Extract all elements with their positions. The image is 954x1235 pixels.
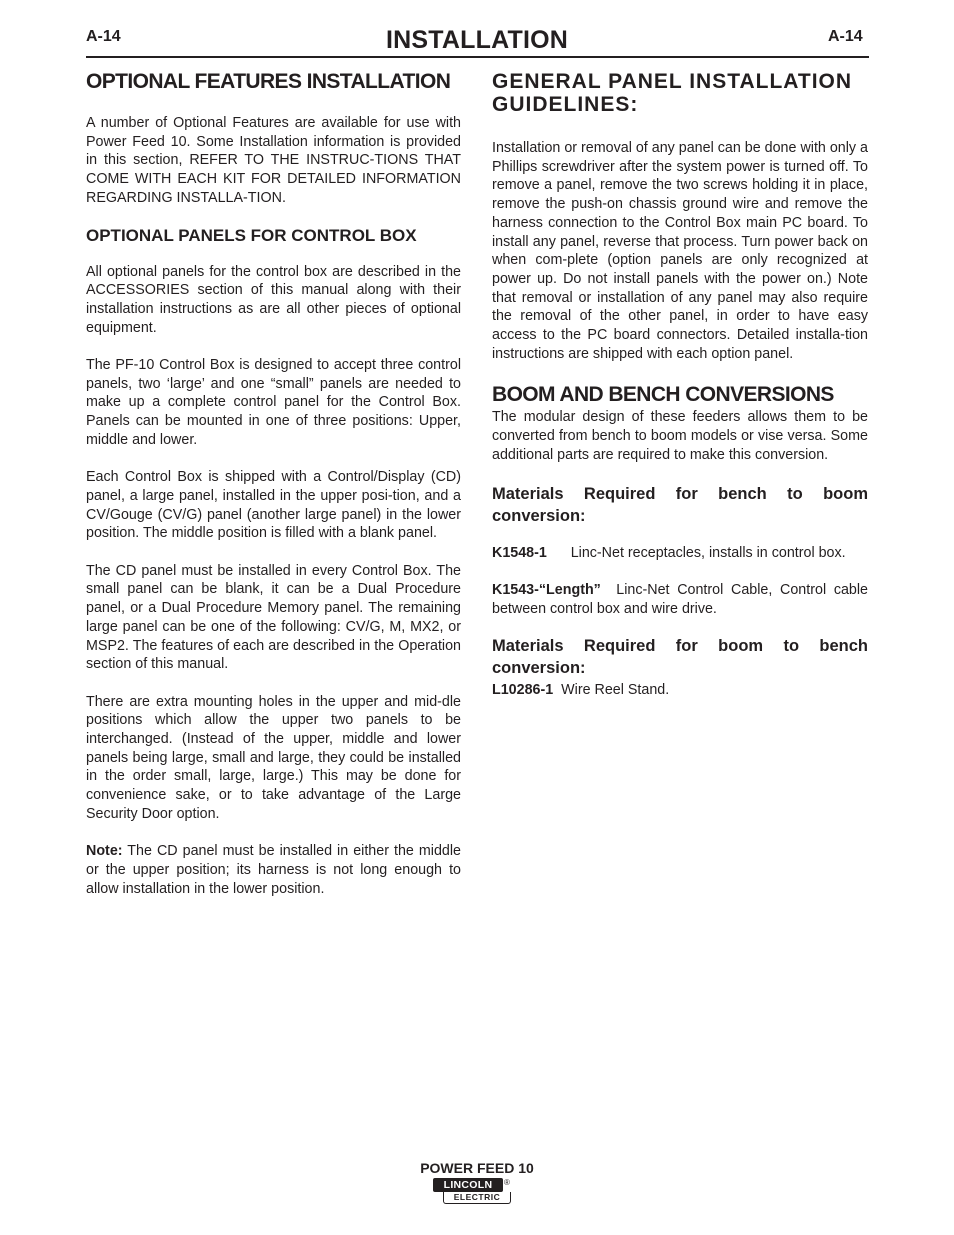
right-column [492,66,868,700]
optional-features-heading: OPTIONAL FEATURES INSTALLATION [86,70,451,93]
material-description: Wire Reel Stand. [561,682,670,699]
material-code: K1543-“Length” [492,581,601,598]
optional-panels-p2: The PF-10 Control Box is designed to accept three control panels, two ‘large’ and one “small” panels are needed to make up a complete control panel for the Control Box. Panels can be mounted in one of three positions: Upper, middle and lower. [86,357,461,448]
material-separator [601,582,616,598]
material-description: Linc-Net receptacles, installs in control box. [570,544,846,561]
material-item [492,581,868,618]
bench-to-boom-heading: Materials Required for bench to boom conversion: [492,484,868,525]
general-guidelines-heading: GENERAL PANEL INSTALLATION GUIDELINES: [492,70,853,116]
page-title: INSTALLATION [385,26,568,54]
optional-panels-p4: The CD panel must be installed in every Control Box. The small panel can be blank, it can be a Dual Procedure panel, or a Dual Procedure Memory panel. The remaining large panel can be one of the following: CV/G, M, MX2, or MSP2. The features of each are described in the Operation section of this manual. [86,562,461,673]
boom-bench-body: The modular design of these feeders allows them to be converted from bench to boom models or vise versa. Some additional parts are required to make this conversion. [492,409,868,463]
footer-product-name: POWER FEED 10 [420,1160,534,1176]
registered-mark: ® [504,1178,510,1187]
lincoln-electric-logo [433,1178,513,1206]
material-separator [547,545,571,561]
left-column [86,66,461,898]
optional-panels-p1: All optional panels for the control box are described in the ACCESSORIES section of this manual along with their installation instructions as are all other pieces of optional equipment. [86,263,461,336]
page-number-right: A-14 [828,28,863,45]
page-number-left: A-14 [86,28,121,45]
material-code: L10286-1 [492,682,554,699]
note-label: Note: [86,843,123,860]
material-description: Linc-Net Control Cable, Control cable between control box and wire drive. [492,581,868,617]
boom-bench-heading: BOOM AND BENCH CONVERSIONS [492,383,834,407]
optional-panels-p5: There are extra mounting holes in the upper and mid-dle positions which allow the upper two panels to be interchanged. (Instead of the upper, middle and lower panels being large, small and large, they could be installed in the order small, large, large.) This may be done for convenience sake, or to take advantage of the Large Security Door option. [86,693,461,822]
note-paragraph [86,842,461,898]
optional-features-body: A number of Optional Features are available for use with Power Feed 10. Some Installation information is provided in this section, REFER TO THE INSTRUC-TIONS THAT COME WITH EACH KIT FOR DETAILED INFORMATION REGARDING INSTALLA-TION. [86,115,461,206]
note-text: The CD panel must be installed in either the middle or the upper position; its harness is not long enough to allow installation in the lower position. [86,843,461,897]
material-item [492,681,868,700]
material-item [492,544,868,563]
general-guidelines-body: Installation or removal of any panel can be done with only a Phillips screwdriver after the system power is turned off. To remove a panel, remove the two screws holding it in place, remove the push-on chassis ground wire and remove the harness connection to the Control Box main PC board. To install any panel, reverse that process. Turn power back on when com-plete (option panels are only recognized at power up. Do not install panels with the power on.) Note that removal or installation of any panel may also require the removal of the other panel, in order to have easy access to the PC board connectors. Detailed installa-tion instructions are shipped with each option panel. [492,140,868,362]
optional-panels-heading: OPTIONAL PANELS FOR CONTROL BOX [86,225,417,245]
material-separator [553,682,561,698]
logo-bottom-text: ELECTRIC [443,1192,511,1204]
boom-to-bench-heading: Materials Required for boom to bench conversion: [492,637,868,678]
header-rule [86,56,869,58]
logo-top-text: LINCOLN [433,1178,503,1192]
material-code: K1548-1 [492,544,547,561]
optional-panels-p3: Each Control Box is shipped with a Control/Display (CD) panel, a large panel, installed in the upper posi-tion, and a CV/Gouge (CV/G) panel (another large panel) in the lower position. The middle position is filled with a blank panel. [86,469,461,542]
